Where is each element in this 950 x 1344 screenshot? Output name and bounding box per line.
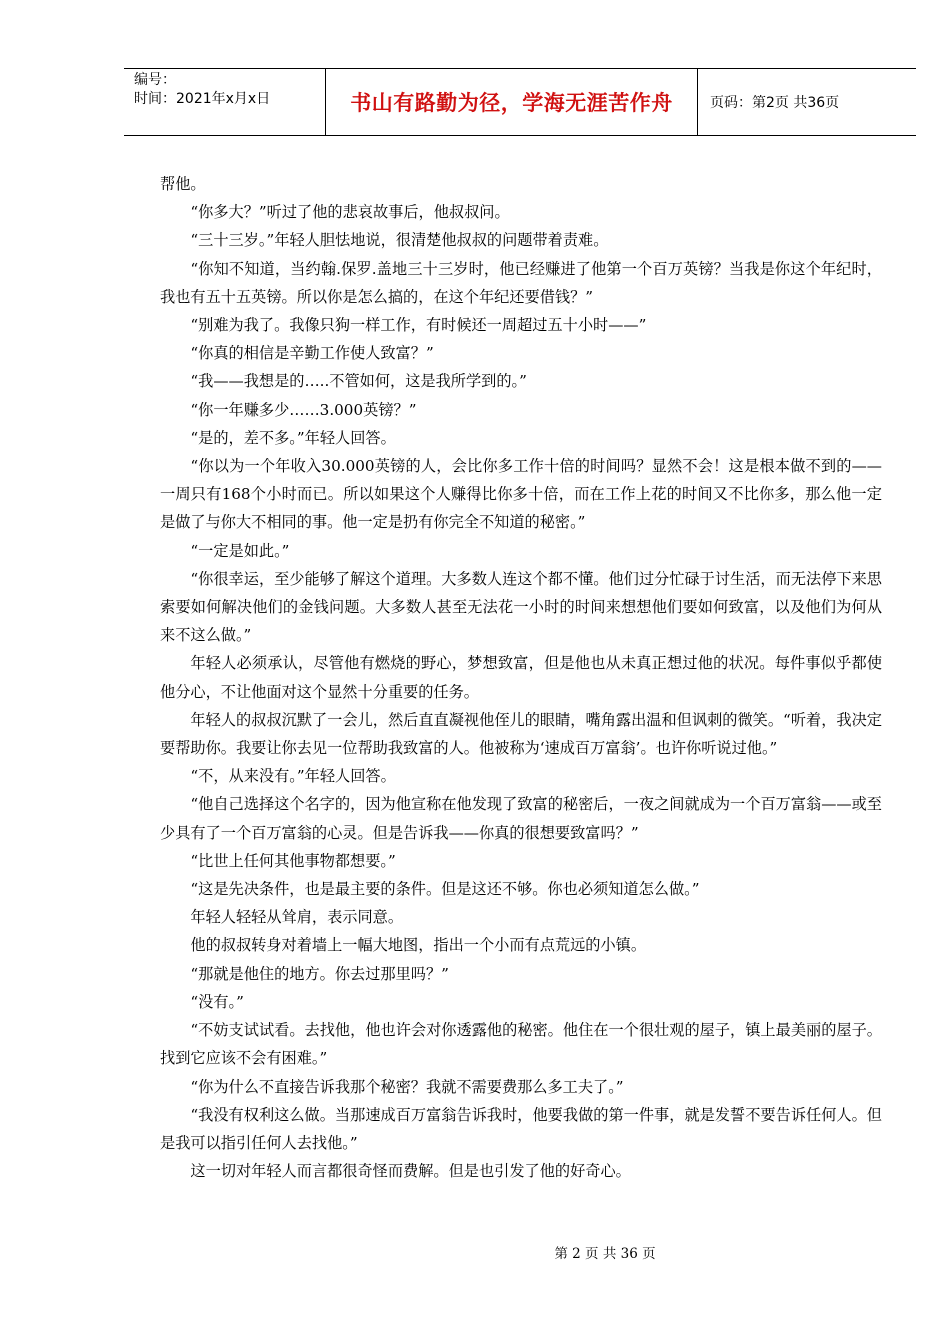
paragraph: “你知不知道，当约翰.保罗.盖地三十三岁时，他已经赚进了他第一个百万英镑？当我是你这个年纪时，我也有五十五英镑。所以你是怎么搞的，在这个年纪还要借钱？” — [160, 259, 882, 306]
document-body — [160, 170, 882, 1185]
paragraph: “没有。” — [190, 992, 244, 1011]
paragraph: 他的叔叔转身对着墙上一幅大地图，指出一个小而有点荒远的小镇。 — [190, 936, 647, 955]
header-table — [124, 68, 916, 136]
paragraph: “我没有权利这么做。当那速成百万富翁告诉我时，他要我做的第一件事，就是发誓不要告诉任何人。但是我可以指引任何人去找他。” — [160, 1105, 882, 1152]
paragraph: “这是先决条件，也是最主要的条件。但是这还不够。你也必须知道怎么做。” — [190, 880, 700, 899]
paragraph: “那就是他住的地方。你去过那里吗？” — [190, 964, 449, 983]
paragraph: 这一切对年轻人而言都很奇怪而费解。但是也引发了他的好奇心。 — [190, 1162, 631, 1181]
paragraph: “一定是如此。” — [190, 541, 290, 560]
paragraph: “我——我想是的…..不管如何，这是我所学到的。” — [190, 372, 527, 391]
header-motto: 书山有路勤为径，学海无涯苦作舟 — [350, 91, 673, 115]
header-page-label: 页码：第2页 共36页 — [710, 95, 840, 111]
paragraph: “三十三岁。”年轻人胆怯地说，很清楚他叔叔的问题带着责难。 — [190, 231, 609, 250]
paragraph: “你以为一个年收入30.000英镑的人，会比你多工作十倍的时间吗？显然不会！这是根本做不到的——一周只有168个小时而已。所以如果这个人赚得比你多十倍，而在工作上花的时间又不比你多，那么他一定是做了与你大不相同的事。他一定是扔有你完全不知道的秘密。” — [160, 457, 882, 532]
header-page-cell — [698, 69, 916, 135]
paragraph: “你多大？”听过了他的悲哀故事后，他叔叔问。 — [190, 203, 510, 222]
document-time-label: 时间：2021年x月x日 — [134, 91, 271, 107]
paragraph: 年轻人轻轻从耸肩，表示同意。 — [190, 908, 404, 927]
paragraph: 帮他。 — [160, 175, 206, 193]
paragraph: “你一年赚多少……3.000英镑？” — [190, 400, 417, 419]
document-number-label: 编号： — [134, 72, 176, 88]
paragraph: 年轻人的叔叔沉默了一会儿，然后直直凝视他侄儿的眼睛，嘴角露出温和但讽刺的微笑。“听着，我决定要帮助你。我要让你去见一位帮助我致富的人。他被称为‘速成百万富翁’。也许你听说过他。” — [160, 710, 882, 758]
header-meta-cell — [124, 69, 326, 135]
paragraph: “不妨支试试看。去找他，他也许会对你透露他的秘密。他住在一个很壮观的屋子，镇上最美丽的屋子。找到它应该不会有困难。” — [160, 1021, 882, 1068]
header-motto-cell — [326, 69, 698, 135]
paragraph: “你为什么不直接告诉我那个秘密？我就不需要费那么多工夫了。” — [190, 1077, 624, 1096]
paragraph: 年轻人必须承认，尽管他有燃烧的野心，梦想致富，但是他也从未真正想过他的状况。每件事似乎都使他分心，不让他面对这个显然十分重要的任务。 — [160, 654, 882, 701]
paragraph: “别难为我了。我像只狗一样工作，有时候还一周超过五十小时——” — [190, 316, 647, 335]
paragraph: “比世上任何其他事物都想要。” — [190, 851, 396, 870]
page-footer — [0, 1242, 950, 1262]
footer-page-number: 第 2 页 共 36 页 — [554, 1246, 656, 1262]
paragraph: “你真的相信是辛勤工作使人致富？” — [190, 344, 434, 363]
paragraph: “他自己选择这个名字的，因为他宣称在他发现了致富的秘密后，一夜之间就成为一个百万富翁——或至少具有了一个百万富翁的心灵。但是告诉我——你真的很想要致富吗？” — [160, 795, 882, 842]
paragraph: “是的，差不多。”年轻人回答。 — [190, 428, 396, 447]
paragraph: “不，从来没有。”年轻人回答。 — [190, 767, 396, 786]
paragraph: “你很幸运，至少能够了解这个道理。大多数人连这个都不懂。他们过分忙碌于讨生活，而无法停下来思索要如何解决他们的金钱问题。大多数人甚至无法花一小时的时间来想想他们要如何致富，以及他们为何从来不这么做。” — [160, 569, 882, 645]
